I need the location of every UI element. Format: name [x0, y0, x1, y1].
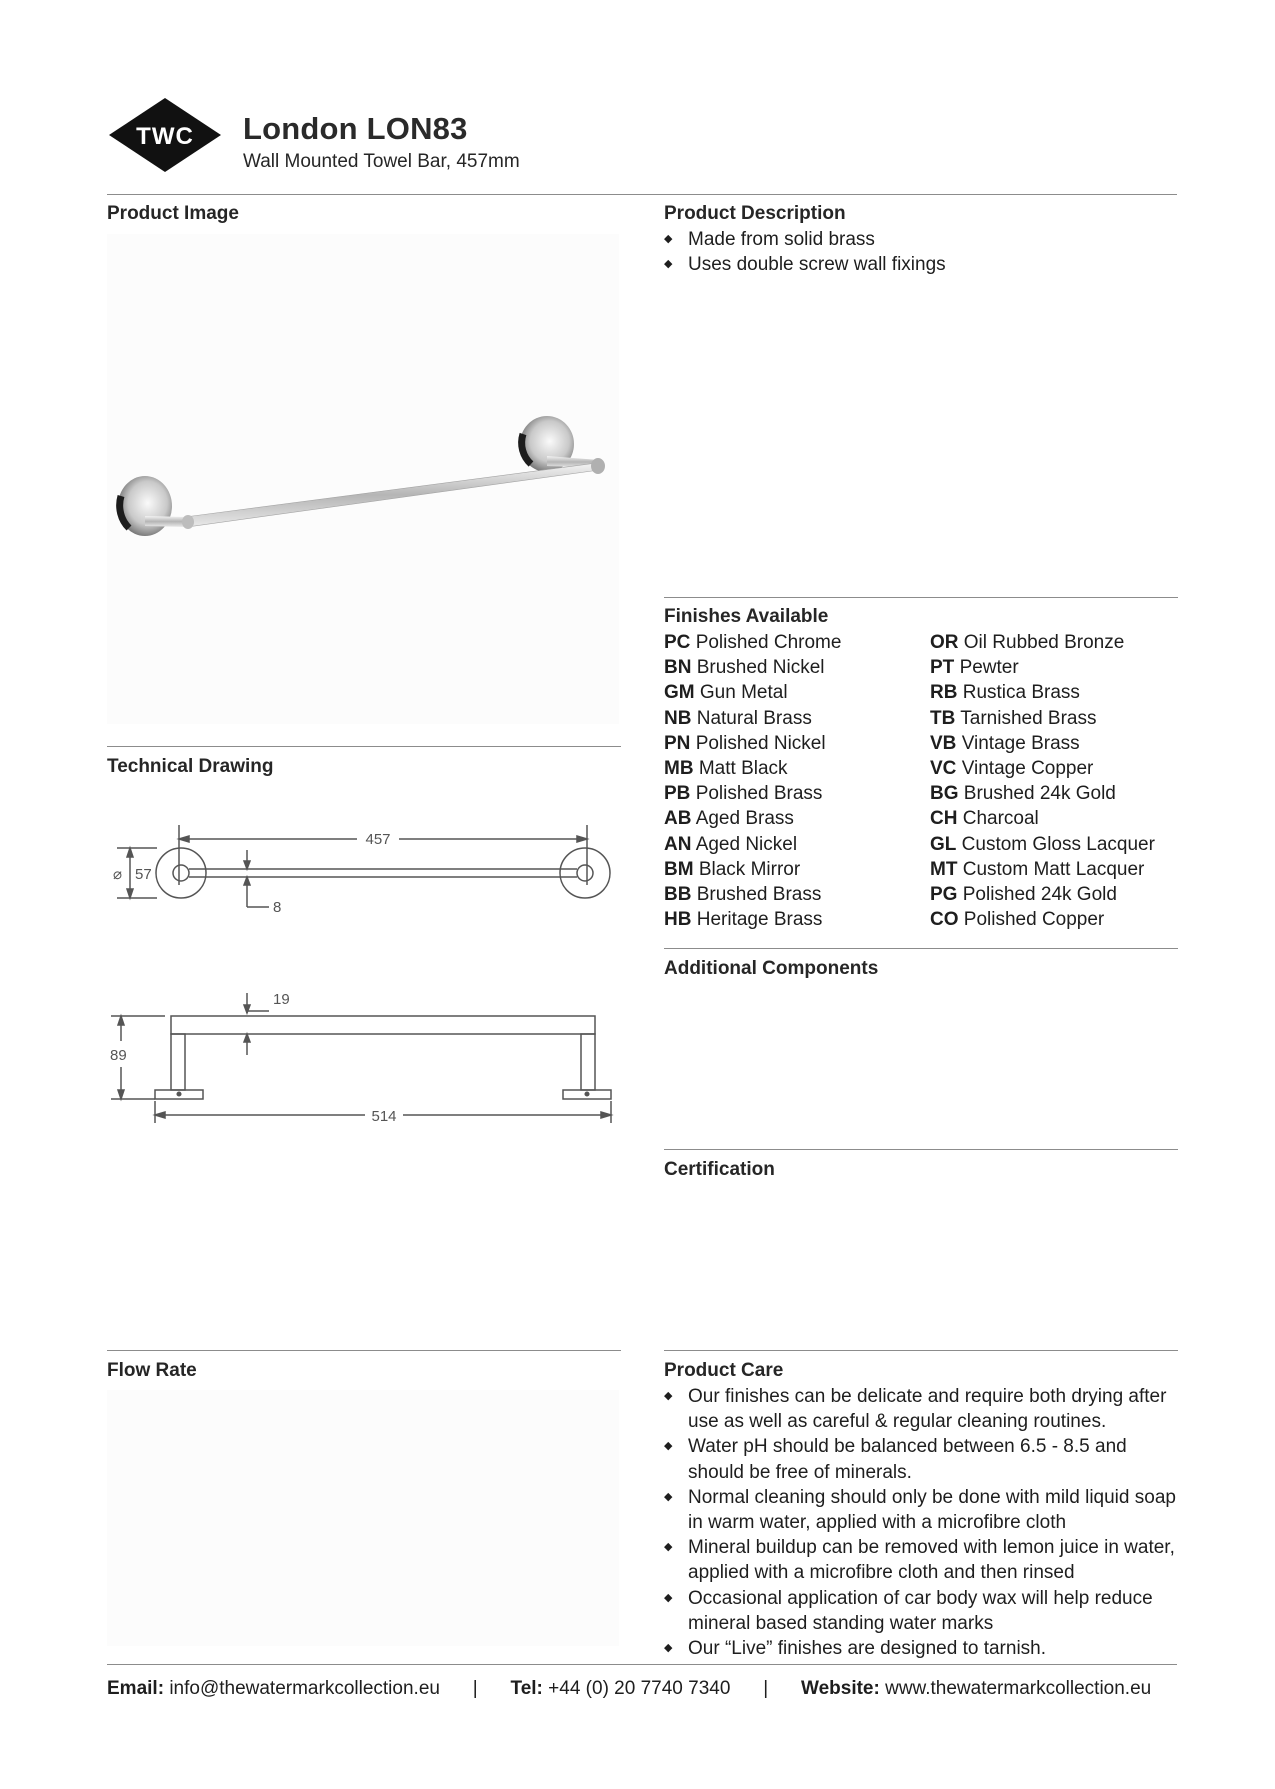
footer-separator: | — [763, 1678, 769, 1699]
additional-components-heading: Additional Components — [664, 958, 879, 979]
towel-bar-photo — [107, 234, 619, 724]
footer-separator: | — [472, 1678, 478, 1699]
finish-item: CH Charcoal — [930, 808, 1039, 830]
description-item: ◆ Made from solid brass — [664, 227, 1176, 252]
care-item: ◆ Water pH should be balanced between 6.5 - 8.5 and should be free of minerals. — [664, 1434, 1176, 1484]
technical-drawing — [107, 785, 619, 1140]
email-label: Email: — [107, 1678, 165, 1699]
product-description-heading: Product Description — [664, 203, 846, 224]
certification-divider — [664, 1149, 1178, 1150]
flow-rate-panel — [107, 1390, 619, 1646]
care-list — [664, 1384, 1176, 1661]
technical-drawing-divider — [107, 746, 621, 747]
dimension-height-label: 89 — [110, 1047, 127, 1064]
twc-logo — [107, 96, 223, 174]
finish-item: BG Brushed 24k Gold — [930, 783, 1116, 805]
finish-item: BN Brushed Nickel — [664, 657, 825, 679]
product-subtitle: Wall Mounted Towel Bar, 457mm — [243, 151, 520, 172]
tel-link[interactable]: +44 (0) 20 7740 7340 — [548, 1678, 731, 1699]
dimension-overall-label: 514 — [371, 1108, 397, 1125]
footer-divider — [107, 1664, 1177, 1665]
finish-item: HB Heritage Brass — [664, 909, 823, 931]
certification-heading: Certification — [664, 1159, 775, 1180]
finish-item: MB Matt Black — [664, 758, 788, 780]
finishes-list-right — [930, 630, 1155, 932]
technical-drawing-heading: Technical Drawing — [107, 756, 274, 777]
tel-label: Tel: — [510, 1678, 543, 1699]
flow-rate-divider — [107, 1350, 621, 1351]
finish-item: PG Polished 24k Gold — [930, 884, 1117, 906]
dimension-bar-label: 8 — [273, 899, 282, 916]
finishes-divider — [664, 597, 1178, 598]
finishes-list-left — [664, 630, 841, 932]
finish-item: GL Custom Gloss Lacquer — [930, 833, 1155, 855]
dimension-diameter-symbol: ⌀ — [113, 866, 123, 883]
description-item: ◆ Uses double screw wall fixings — [664, 252, 1176, 277]
finish-item: VC Vintage Copper — [930, 758, 1094, 780]
product-title: London LON83 — [243, 111, 468, 146]
finish-item: GM Gun Metal — [664, 682, 788, 704]
dimension-length-label: 457 — [365, 831, 391, 848]
care-item: ◆ Our finishes can be delicate and require both drying after use as well as careful & regular cleaning routines. — [664, 1384, 1176, 1434]
finish-item: PC Polished Chrome — [664, 632, 842, 653]
finish-item: NB Natural Brass — [664, 707, 812, 729]
finish-item: TB Tarnished Brass — [930, 707, 1097, 729]
care-item: ◆ Occasional application of car body wax will help reduce mineral based standing water marks — [664, 1586, 1176, 1636]
finish-item: VB Vintage Brass — [930, 732, 1080, 754]
finish-item: AB Aged Brass — [664, 808, 794, 830]
finish-item: CO Polished Copper — [930, 909, 1105, 931]
care-item: ◆ Normal cleaning should only be done with mild liquid soap in warm water, applied with a microfibre cloth — [664, 1485, 1176, 1535]
dimension-depth-label: 19 — [273, 991, 290, 1008]
flow-rate-heading: Flow Rate — [107, 1360, 197, 1381]
finish-item: BM Black Mirror — [664, 858, 801, 880]
dimension-diameter-label: 57 — [135, 866, 152, 883]
finish-item: BB Brushed Brass — [664, 884, 822, 906]
finish-item: RB Rustica Brass — [930, 682, 1080, 704]
finish-item: PB Polished Brass — [664, 783, 823, 805]
additional-components-divider — [664, 948, 1178, 949]
product-care-divider — [664, 1350, 1178, 1351]
finish-item: OR Oil Rubbed Bronze — [930, 632, 1125, 653]
care-item: ◆ Mineral buildup can be removed with lemon juice in water, applied with a microfibre cloth and then rinsed — [664, 1535, 1176, 1585]
header-divider — [107, 194, 1177, 195]
product-image-heading: Product Image — [107, 203, 239, 224]
finish-item: PN Polished Nickel — [664, 732, 826, 754]
finishes-heading: Finishes Available — [664, 606, 829, 627]
email-link[interactable]: info@thewatermarkcollection.eu — [169, 1678, 440, 1699]
logo-text: TWC — [136, 123, 194, 150]
product-care-heading: Product Care — [664, 1360, 784, 1381]
finish-item: PT Pewter — [930, 657, 1019, 679]
footer — [107, 1678, 1177, 1700]
finish-item: MT Custom Matt Lacquer — [930, 858, 1145, 880]
product-image — [107, 234, 619, 724]
care-item: ◆ Our “Live” finishes are designed to tarnish. — [664, 1636, 1176, 1661]
website-link[interactable]: www.thewatermarkcollection.eu — [885, 1678, 1152, 1699]
finish-item: AN Aged Nickel — [664, 833, 798, 855]
website-label: Website: — [800, 1678, 880, 1699]
description-list — [664, 227, 1176, 277]
